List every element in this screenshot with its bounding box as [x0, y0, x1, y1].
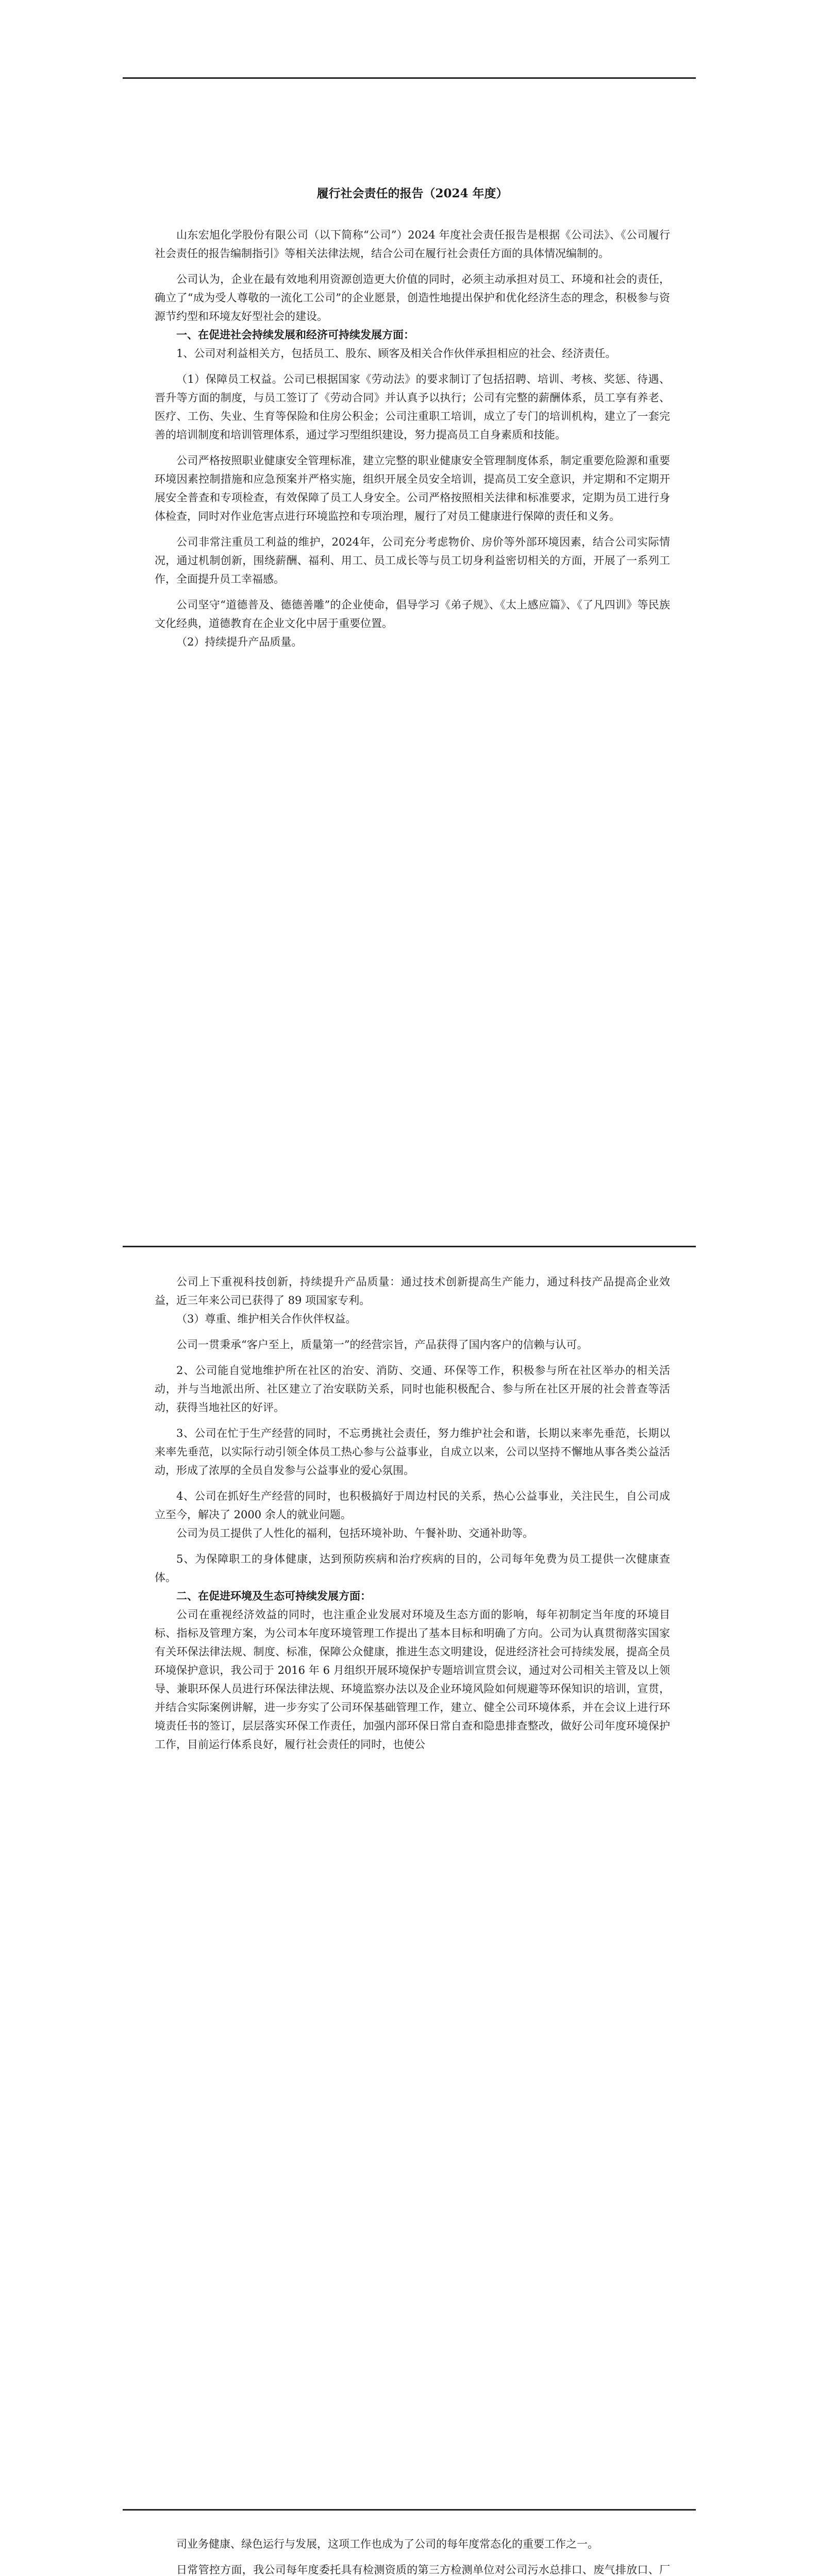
section-heading-1: 一、在促进社会持续发展和经济可持续发展方面： — [176, 328, 414, 341]
page-2-paragraph: 公司上下重视科技创新，持续提升产品质量：通过技术创新提高生产能力，通过科技产品提高企业效益，近三年来公司已获得了 89 项国家专利。 — [155, 1276, 670, 1307]
environment-paragraph: 公司在重视经济效益的同时，也注重企业发展对环境及生态方面的影响，每年初制定当年度的环境目标、指标及管理方案，为公司本年度环境管理工作提出了基本目标和明确了方向。公司为认真贯彻落实国家有关环保法律法规、制度、标准，保障公众健康，推进生态文明建设，促进经济社会可持续发展，提高全员环境保护意识，我公司于 2016 年 6 月组织开展环境保护专题培训宣贯会议，通过对公司相关主管及以上领导、兼职环保人员进行环保法律法规、环境监察办法以及企业环境风险如何规避等环保知识的培训，宣贯，并结合实际案例讲解，进一步夯实了公司环保基础管理工作，建立、健全公司环境体系，并在会议上进行环境责任书的签订，层层落实环保工作责任，加强内部环保日常自查和隐患排查整改，做好公司年度环境保护工作，目前运行体系良好，履行社会责任的同时，也使公 — [155, 1608, 670, 1751]
page-3-top-rule — [123, 2509, 696, 2511]
page-2-paragraph: （3）尊重、维护相关合作伙伴权益。 — [176, 1313, 357, 1325]
page-2-body — [155, 1273, 670, 1754]
intro-paragraph-2: 公司认为，企业在最有效地利用资源创造更大价值的同时，必须主动承担对员工、环境和社会的责任，确立了“成为受人尊敬的一流化工公司”的企业愿景，创造性地提出保护和优化经济生态的理念，积极参与资源节约型和环境友好型社会的建设。 — [155, 273, 670, 323]
page-1-paragraph: 公司坚守“道德普及、德德善雕”的企业使命，倡导学习《弟子规》、《太上感应篇》、《了凡四训》等民族文化经典，道德教育在企业文化中居于重要位置。 — [155, 599, 670, 630]
document-title: 履行社会责任的报告（2024 年度） — [316, 187, 508, 200]
page-1-body — [155, 185, 670, 651]
page-1-paragraph: （2）持续提升产品质量。 — [176, 636, 303, 648]
section-heading-2: 二、在促进环境及生态可持续发展方面： — [176, 1589, 371, 1602]
page-2-paragraph: 公司一贯秉承“客户至上，质量第一”的经营宗旨，产品获得了国内客户的信赖与认可。 — [176, 1338, 588, 1351]
page-2-top-rule — [123, 1246, 696, 1247]
page-1-paragraph: 公司严格按照职业健康安全管理标准，建立完整的职业健康安全管理制度体系，制定重要危险源和重要环境因素控制措施和应急预案并严格实施，组织开展全员安全培训，提高员工安全意识，并定期和不定期开展安全普查和专项检查，有效保障了员工人身安全。公司严格按照相关法律和标准要求，定期为员工进行身体检查，同时对作业危害点进行环境监控和专项治理，履行了对员工健康进行保障的责任和义务。 — [155, 454, 670, 522]
page-1-paragraph: 公司非常注重员工利益的维护，2024年，公司充分考虑物价、房价等外部环境因素，结合公司实际情况，通过机制创新，围绕薪酬、福利、用工、员工成长等与员工切身利益密切相关的方面，开展了一系列工作，全面提升员工幸福感。 — [155, 536, 670, 585]
page-1-paragraph: （1）保障员工权益。公司已根据国家《劳动法》的要求制订了包括招聘、培训、考核、奖惩、待遇、晋升等方面的制度，与员工签订了《劳动合同》并认真予以执行；公司有完整的薪酬体系，员工享有养老、医疗、工伤、失业、生育等保险和住房公积金；公司注重职工培训，成立了专门的培训机构，建立了一套完善的培训制度和培训管理体系，通过学习型组织建设，努力提高员工自身素质和技能。 — [155, 373, 670, 441]
page-1-top-rule — [123, 77, 696, 79]
page-3-paragraph: 日常管控方面，我公司每年度委托具有检测资质的第三方检测单位对公司污水总排口、废气排放口、厂 — [176, 2564, 670, 2576]
page-2-paragraph: 5、为保障职工的身体健康，达到预防疾病和治疗疾病的目的，公司每年免费为员工提供一次健康查体。 — [155, 1553, 670, 1584]
page-2-paragraph: 2、公司能自觉地维护所在社区的治安、消防、交通、环保等工作，积极参与所在社区举办的相关活动，并与当地派出所、社区建立了治安联防关系，同时也能积极配合、参与所在社区开展的社会普查等活动，获得当地社区的好评。 — [155, 1364, 670, 1414]
page-3-body — [155, 2535, 670, 2576]
page-2-paragraph: 公司为员工提供了人性化的福利，包括环境补助、午餐补助、交通补助等。 — [176, 1527, 533, 1539]
page-3-paragraph: 司业务健康、绿色运行与发展，这项工作也成为了公司的每年度常态化的重要工作之一。 — [176, 2538, 598, 2550]
intro-paragraph-1: 山东宏旭化学股份有限公司（以下简称“公司”）2024 年度社会责任报告是根据《公司法》、《公司履行社会责任的报告编制指引》等相关法律法规，结合公司在履行社会责任方面的具体情况编制的。 — [155, 229, 670, 260]
page-2-paragraph: 3、公司在忙于生产经营的同时，不忘勇挑社会责任，努力维护社会和谐，长期以来率先垂范，长期以来率先垂范，以实际行动引领全体员工热心参与公益事业，自成立以来，公司以坚持不懈地从事各类公益活动，形成了浓厚的全员自发参与公益事业的爱心氛围。 — [155, 1427, 670, 1477]
page-2-paragraph: 4、公司在抓好生产经营的同时，也积极搞好于周边村民的关系，热心公益事业，关注民生，自公司成立至今，解决了 2000 余人的就业问题。 — [155, 1490, 670, 1521]
page-1-paragraph: 1、公司对利益相关方，包括员工、股东、顾客及相关合作伙伴承担相应的社会、经济责任。 — [176, 347, 616, 360]
